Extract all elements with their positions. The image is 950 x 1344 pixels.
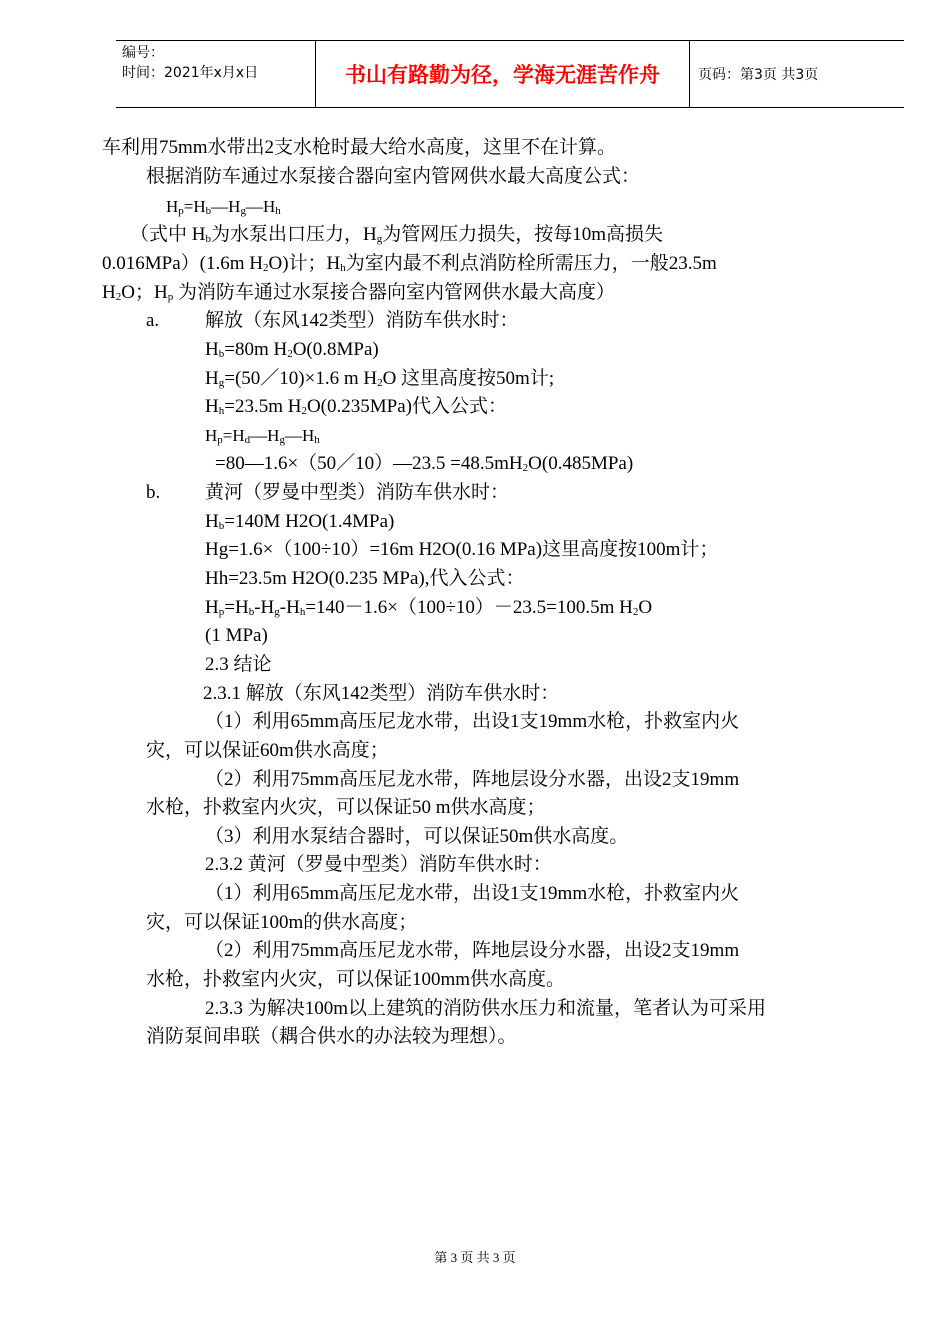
subsection-heading: 2.3.2 黄河（罗曼中型类）消防车供水时： (205, 854, 552, 875)
text-line: 根据消防车通过水泵接合器向室内管网供水最大高度公式： (146, 166, 641, 187)
header-info (116, 41, 316, 107)
text-line: 0.016MPa）(1.6m $H_2O$)计；$H_h$为室内最不利点消防栓所需压力，一般23.5m (102, 253, 717, 274)
text-line: $H_2O$；$H_p$ 为消防车通过水泵接合器向室内管网供水最大高度） (102, 282, 615, 303)
formula-line: $H_b=80m$ $H_2O(0.8MPa)$ (205, 339, 379, 360)
text-line: （2）利用75mm高压尼龙水带，阵地层设分水器，出设2支19mm (205, 769, 740, 790)
formula-line: $H_g=(50/10)\times 1.6$ m $H_2O$ 这里高度按50m计; (205, 368, 555, 389)
text-line: 水枪，扑救室内火灾，可以保证100mm供水高度。 (146, 969, 566, 990)
formula-line: $H_p=H_b-H_g-H_h=140-1.6\times(100\div 10)-23.5=100.5m$ $H_2O$ (205, 597, 653, 618)
formula-line: Hg=1.6×（100÷10）=16m H2O(0.16 MPa)这里高度按100m计； (205, 539, 719, 560)
section-heading: 2.3 结论 (205, 654, 272, 675)
header-page-info: 页码：第3页 共3页 (698, 67, 819, 83)
text-line: （式中 $H_b$为水泵出口压力，$H_g$为管网压力损失，按每10m高损失 (130, 224, 664, 245)
text-line: （3）利用水泵结合器时，可以保证50m供水高度。 (205, 826, 629, 847)
text-line: 灾，可以保证100m的供水高度； (146, 912, 418, 933)
number-label: 编号： (122, 45, 164, 61)
subsection-heading: 2.3.1 解放（东风142类型）消防车供水时： (203, 683, 560, 704)
text-line: 车利用75mm水带出2支水枪时最大给水高度，这里不在计算。 (102, 137, 617, 158)
text-line: 灾，可以保证60m供水高度； (146, 740, 389, 761)
formula-line: $H_p=H_d—H_g—H_h$ (205, 426, 320, 446)
text-line: 消防泵间串联（耦合供水的办法较为理想）。 (146, 1026, 517, 1047)
text-line: 解放（东风142类型）消防车供水时： (205, 310, 519, 331)
text-line: (1 MPa) (205, 625, 268, 646)
list-marker-a: a. (146, 310, 160, 331)
text-line: （2）利用75mm高压尼龙水带，阵地层设分水器，出设2支19mm (205, 940, 740, 961)
header-motto: 书山有路勤为径，学海无涯苦作舟 (316, 41, 690, 107)
text-line: （1）利用65mm高压尼龙水带，出设1支19mm水枪，扑救室内火 (205, 711, 740, 732)
formula-line: $H_p=H_b—H_g—H_h$ (166, 197, 281, 217)
subsection-heading: 2.3.3 为解决100m以上建筑的消防供水压力和流量，笔者认为可采用 (205, 998, 767, 1019)
formula-line: Hh=23.5m H2O(0.235 MPa),代入公式： (205, 568, 525, 589)
formula-line: $H_b=140M$ H2O(1.4MPa) (205, 511, 395, 532)
formula-line: $H_h=23.5m$ $H_2O(0.235MPa)$代入公式： (205, 396, 507, 417)
list-marker-b: b. (146, 482, 161, 503)
time-label: 时间：2021年x月x日 (122, 65, 259, 81)
text-line: （1）利用65mm高压尼龙水带，出设1支19mm水枪，扑救室内火 (205, 883, 740, 904)
formula-line: =80—1.6×（50／10）—23.5 $=48.5mH_2O(0.485MPa)$ (215, 453, 634, 474)
document-header (116, 40, 904, 108)
text-line: 黄河（罗曼中型类）消防车供水时： (205, 482, 510, 503)
page-footer: 第 3 页 共 3 页 (434, 1250, 516, 1265)
text-line: 水枪，扑救室内火灾，可以保证50 m供水高度； (146, 797, 546, 818)
